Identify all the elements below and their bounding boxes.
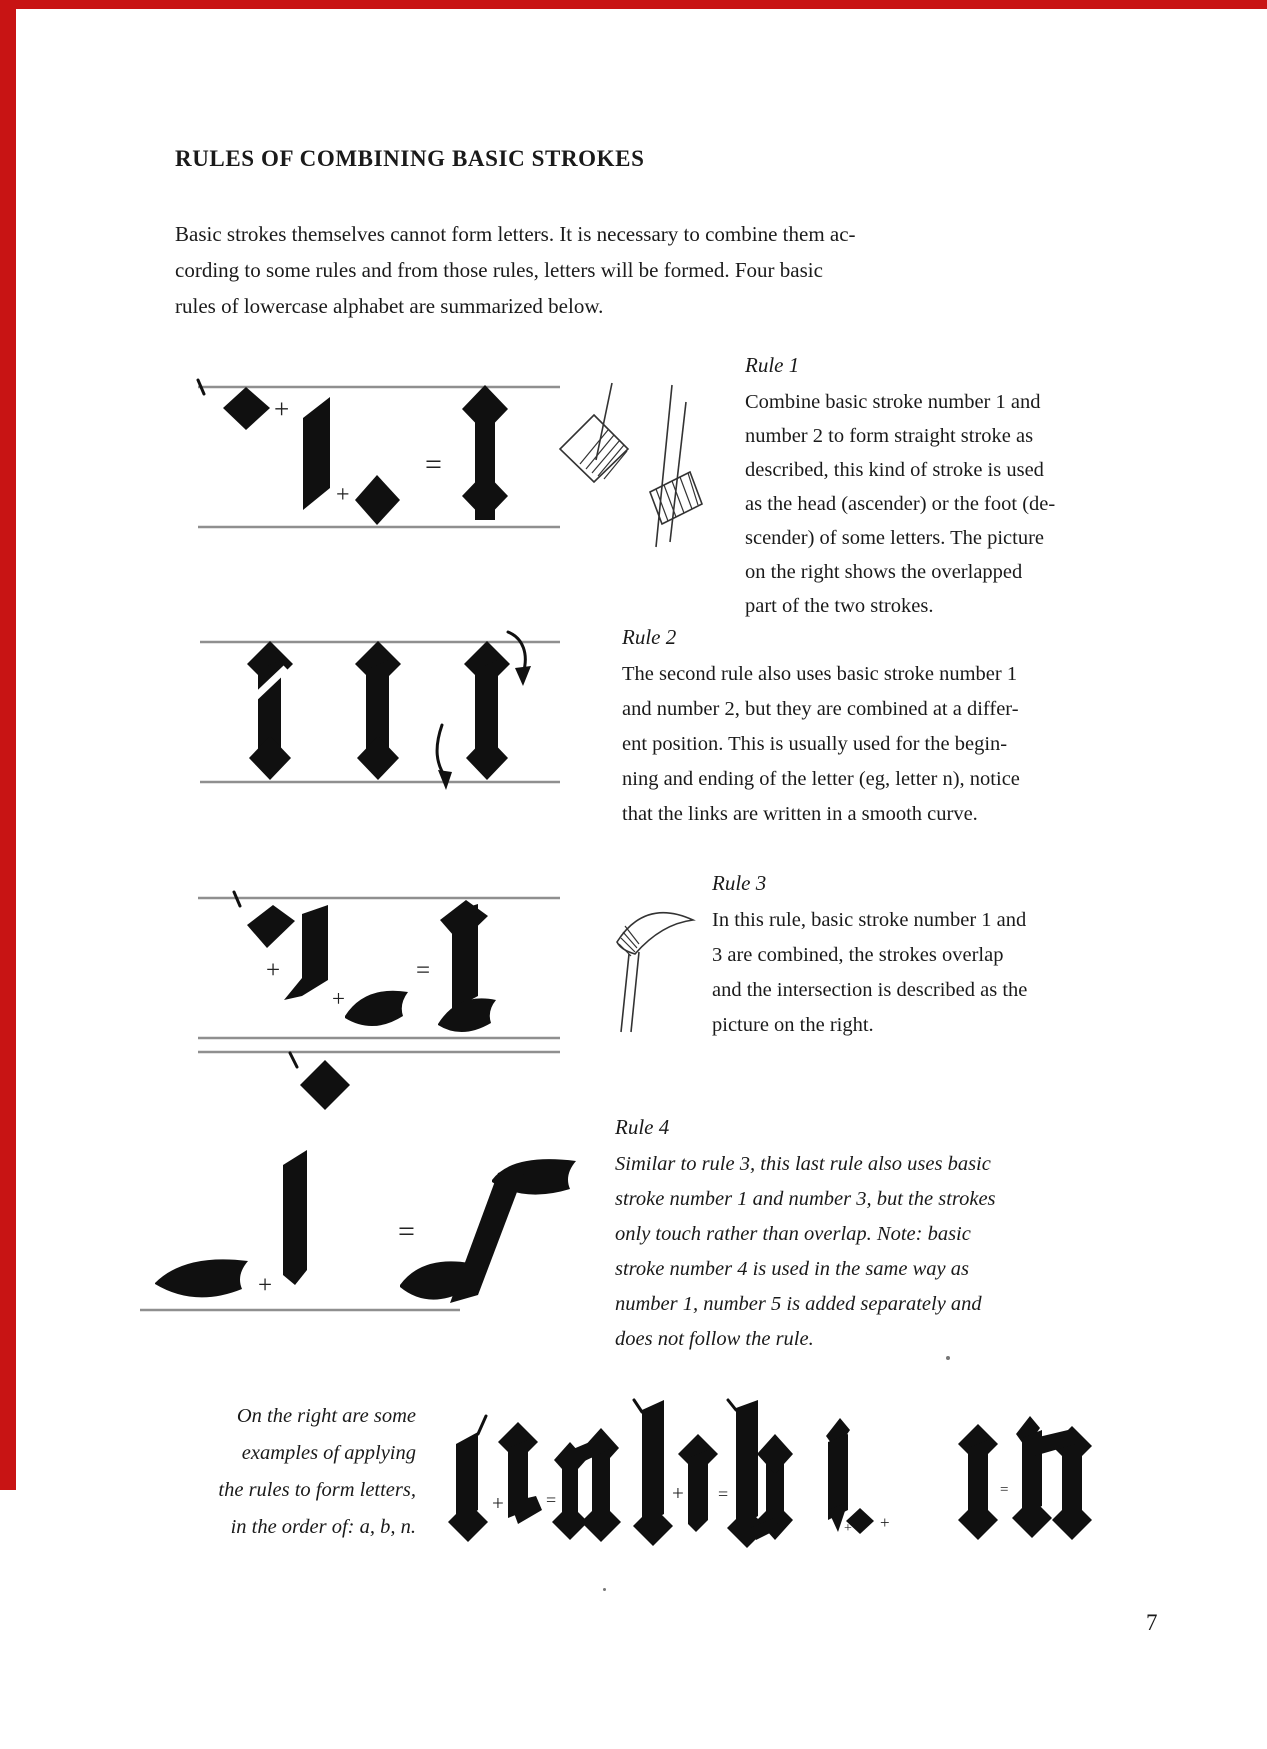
wave-stroke: [155, 1259, 248, 1297]
arrowhead: [515, 666, 531, 686]
plus-sign: +: [672, 1481, 684, 1505]
plus-sign: +: [266, 957, 281, 984]
rule2-text: [622, 620, 1112, 832]
plus-sign: +: [274, 394, 290, 424]
wave-stroke: [345, 991, 408, 1026]
rule2-figure: [190, 630, 570, 795]
rule3-figure: [190, 888, 570, 1048]
pen-tick: [290, 1053, 297, 1067]
rule3-heading: Rule 3: [712, 871, 767, 895]
page-title: RULES OF COMBINING BASIC STROKES: [175, 146, 645, 171]
rule4-figure: [140, 1045, 590, 1320]
i-stroke: [498, 1422, 542, 1524]
rule4-body: Similar to rule 3, this last rule also uses basic stroke number 1 and number 3, but the strokes only touch rather than overlap. Note: basic stroke number 4 is used in the same way as number 1, number 5 is added separately and does not follow the rule.: [615, 1153, 996, 1350]
direction-arrow: [437, 725, 446, 778]
plus-sign: +: [492, 1491, 504, 1515]
i-stroke: [448, 1416, 488, 1542]
equals-sign: =: [398, 1215, 415, 1248]
equals-sign: =: [546, 1490, 557, 1510]
scan-speck: [603, 1588, 606, 1591]
stem-line: [631, 952, 639, 1032]
combined-touching-stroke: [400, 1159, 576, 1303]
scan-speck: [946, 1356, 950, 1360]
rule1-figure: [190, 378, 570, 538]
rule4-heading: Rule 4: [615, 1115, 670, 1139]
letter-examples-figure: [440, 1398, 1120, 1570]
blackletter-a: [552, 1428, 621, 1542]
scan-edge-left: [0, 0, 16, 1490]
flag-stroke: [247, 905, 295, 948]
arrowhead: [438, 770, 452, 790]
vertical-stroke: [283, 1150, 307, 1285]
rule1-heading: Rule 1: [745, 353, 800, 377]
plus-sign: +: [844, 1521, 852, 1536]
i-stroke: [958, 1424, 998, 1540]
ascender-stroke: [633, 1400, 673, 1546]
rule3-text: [712, 866, 1102, 1043]
stem-line: [621, 954, 629, 1032]
i-stroke: [826, 1418, 850, 1532]
equals-sign: =: [416, 957, 431, 984]
equals-sign: =: [1000, 1482, 1009, 1498]
diamond-stroke: [355, 475, 400, 525]
blackletter-n: [1012, 1416, 1092, 1540]
i-stroke: [678, 1434, 718, 1532]
combined-overlap-stroke: [438, 900, 496, 1032]
rule3-overlap-sketch: [605, 892, 705, 1037]
rule1-overlap-sketch: [550, 372, 720, 567]
vertical-stroke: [303, 397, 330, 510]
rule1-text: [745, 348, 1105, 623]
rule4-text: [615, 1110, 1025, 1357]
plus-sign: +: [332, 986, 345, 1011]
overlap-sketch-right: [650, 385, 702, 547]
i-stroke-separated: [247, 641, 293, 780]
combined-straight-stroke: [462, 385, 508, 520]
curve-outline: [617, 913, 693, 954]
example-letter-n: [826, 1416, 1092, 1540]
plus-sign: +: [880, 1513, 890, 1532]
blackletter-b: [727, 1400, 793, 1548]
diamond-stroke: [300, 1060, 350, 1110]
equals-sign: =: [425, 448, 442, 481]
example-letter-b: [633, 1400, 793, 1548]
plus-sign: +: [258, 1272, 273, 1299]
example-letter-a: [448, 1416, 621, 1542]
hatched-overlap: [580, 430, 627, 479]
plus-sign: +: [336, 482, 350, 508]
examples-caption: On the right are some examples of applying the rules to form letters, in the order of: a, b, n.: [218, 1405, 416, 1538]
scan-edge-top: [0, 0, 1267, 9]
rule2-body: The second rule also uses basic stroke number 1 and number 2, but they are combined at a differ- ent position. This is usually used for the begin- ning and ending of the letter (eg, letter n), notice that the links are written in a smooth curve.: [622, 663, 1020, 825]
rule2-heading: Rule 2: [622, 625, 677, 649]
rule1-body: Combine basic stroke number 1 and number 2 to form straight stroke as described, this kind of stroke is used as the head (ascender) or the foot (de- scender) of some letters. The picture on the right shows the overlapped part of the two strokes.: [745, 391, 1056, 617]
intro-paragraph: Basic strokes themselves cannot form letters. It is necessary to combine them ac- cording to some rules and from those rules, letters will be formed. Four basic rules of lowercase alphabet are summarized below.: [175, 222, 856, 318]
overlap-sketch-left: [560, 383, 628, 482]
equals-sign: =: [718, 1484, 729, 1504]
page-number: 7: [1146, 1610, 1158, 1635]
i-stroke-joined: [355, 641, 401, 780]
i-stroke-with-arrows: [437, 632, 531, 790]
diamond-stroke: [223, 387, 270, 430]
rule3-body: In this rule, basic stroke number 1 and 3 are combined, the strokes overlap and the intersection is described as the picture on the right.: [712, 909, 1028, 1036]
